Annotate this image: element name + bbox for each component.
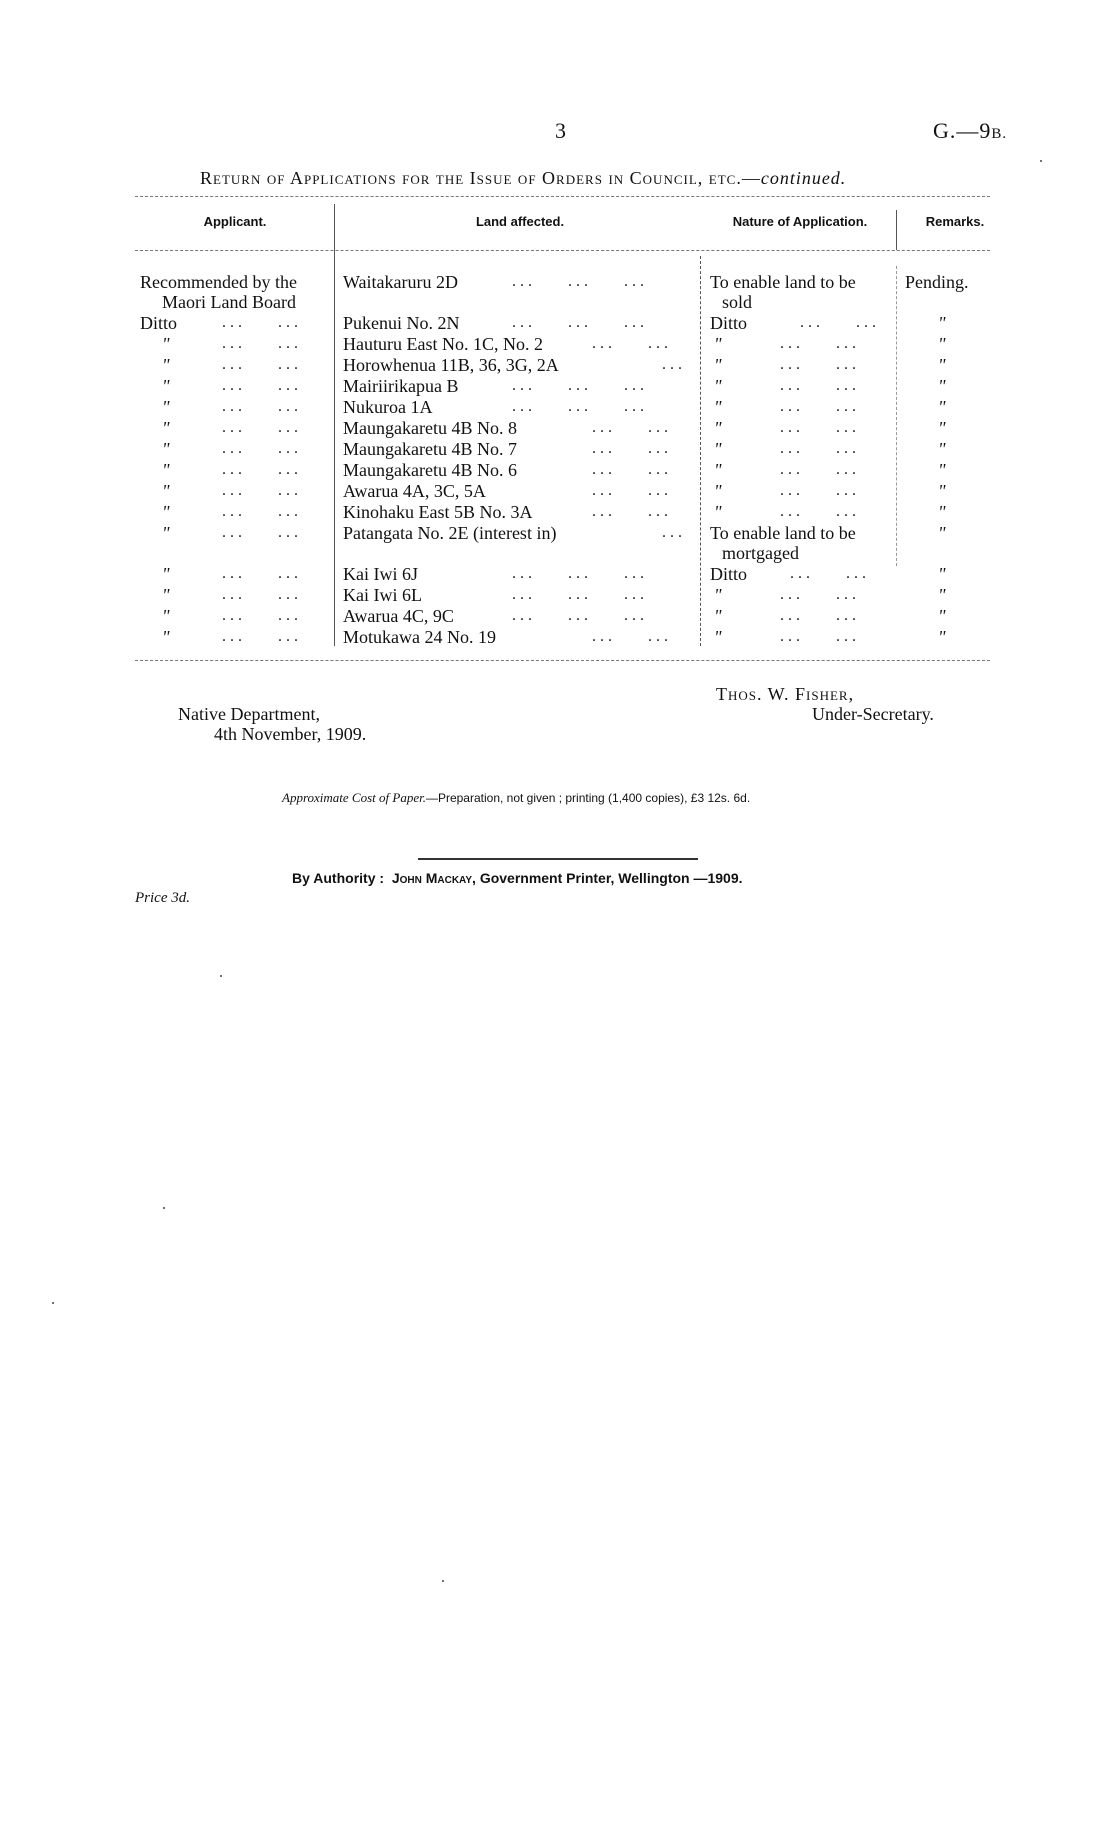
leader-dots: ... ...	[780, 607, 860, 624]
leader-dots: ... ...	[592, 628, 672, 645]
department: Native Department,	[178, 704, 320, 724]
remarks-cell: "	[938, 397, 946, 417]
remarks-cell: "	[938, 564, 946, 584]
title-continued: continued.	[760, 168, 847, 188]
leader-dots: ... ...	[592, 419, 672, 436]
leader-dots: ... ...	[222, 607, 302, 624]
scan-speck	[442, 1580, 444, 1582]
column-divider-3	[896, 210, 897, 250]
authority-prefix: By Authority :	[292, 870, 385, 886]
signatory-name: Thos. W. Fisher,	[716, 684, 855, 704]
leader-dots: ... ...	[222, 440, 302, 457]
leader-dots: ... ...	[790, 565, 870, 582]
leader-dots: ... ...	[592, 440, 672, 457]
leader-dots: ... ...	[780, 503, 860, 520]
leader-dots: ... ... ...	[512, 377, 648, 394]
nature-cell: "	[714, 481, 722, 501]
column-divider-1	[334, 204, 335, 646]
date: 4th November, 1909.	[214, 724, 367, 744]
nature-cell: Ditto	[710, 313, 748, 333]
nature-cell: "	[714, 606, 722, 626]
land-cell: Kai Iwi 6J	[343, 564, 418, 584]
remarks-cell: "	[938, 502, 946, 522]
applicant-cell: "	[162, 355, 170, 375]
applicant-cell: "	[162, 502, 170, 522]
leader-dots: ... ...	[780, 586, 860, 603]
column-header-applicant: Applicant.	[203, 214, 267, 229]
land-cell: Horowhenua 11B, 36, 3G, 2A	[343, 355, 559, 375]
price: Price 3d.	[135, 890, 190, 906]
leader-dots: ... ...	[222, 565, 302, 582]
nature-cell: "	[714, 502, 722, 522]
land-cell: Kai Iwi 6L	[343, 585, 422, 605]
remarks-cell: Pending.	[905, 272, 969, 292]
remarks-cell: "	[938, 439, 946, 459]
applicant-cell: "	[162, 627, 170, 647]
nature-cell: "	[714, 585, 722, 605]
nature-cell: To enable land to be	[710, 523, 856, 543]
table-top-rule	[135, 196, 990, 197]
nature-cell: Ditto	[710, 564, 748, 584]
land-cell: Motukawa 24 No. 19	[343, 627, 496, 647]
applicant-cell: Ditto	[140, 313, 178, 333]
leader-dots: ... ... ...	[512, 586, 648, 603]
leader-dots: ... ...	[780, 440, 860, 457]
leader-dots: ...	[662, 356, 686, 373]
nature-cell-line2: sold	[722, 292, 753, 312]
leader-dots: ... ...	[222, 419, 302, 436]
column-header-remarks: Remarks.	[925, 214, 985, 229]
leader-dots: ... ...	[222, 461, 302, 478]
page-number: 3	[555, 118, 566, 143]
leader-dots: ... ...	[780, 377, 860, 394]
remarks-cell: "	[938, 606, 946, 626]
nature-cell: "	[714, 627, 722, 647]
leader-dots: ... ...	[780, 356, 860, 373]
remarks-cell: "	[938, 313, 946, 333]
scan-speck	[220, 975, 222, 977]
leader-dots: ... ...	[800, 314, 880, 331]
scan-speck	[52, 1302, 54, 1304]
applicant-cell: "	[162, 481, 170, 501]
leader-dots: ... ...	[222, 524, 302, 541]
leader-dots: ... ...	[780, 461, 860, 478]
scan-speck	[163, 1207, 165, 1209]
applicant-cell: "	[162, 334, 170, 354]
remarks-cell: "	[938, 334, 946, 354]
leader-dots: ... ...	[780, 335, 860, 352]
nature-cell: "	[714, 355, 722, 375]
header-bottom-rule	[135, 250, 990, 251]
document-code-suffix: B.	[991, 126, 1008, 142]
land-cell: Pukenui No. 2N	[343, 313, 460, 333]
scan-speck	[1040, 160, 1042, 162]
leader-dots: ... ...	[222, 335, 302, 352]
column-divider-2	[700, 256, 701, 646]
leader-dots: ... ... ...	[512, 607, 648, 624]
applicant-cell: "	[162, 460, 170, 480]
cost-text: —Preparation, not given ; printing (1,400 copies), £3 12s. 6d.	[425, 791, 751, 805]
leader-dots: ... ...	[222, 377, 302, 394]
remarks-cell: "	[938, 355, 946, 375]
leader-dots: ... ...	[592, 503, 672, 520]
land-cell: Hauturu East No. 1C, No. 2	[343, 334, 543, 354]
nature-cell: "	[714, 334, 722, 354]
remarks-cell: "	[938, 418, 946, 438]
leader-dots: ...	[662, 524, 686, 541]
leader-dots: ... ...	[222, 586, 302, 603]
applicant-cell-line2: Maori Land Board	[162, 292, 296, 312]
cost-note	[282, 790, 750, 806]
leader-dots: ... ...	[780, 482, 860, 499]
applicant-cell: "	[162, 439, 170, 459]
land-cell: Mairiirikapua B	[343, 376, 459, 396]
applicant-cell: "	[162, 523, 170, 543]
land-cell: Awarua 4A, 3C, 5A	[343, 481, 486, 501]
land-cell: Maungakaretu 4B No. 7	[343, 439, 517, 459]
leader-dots: ... ... ...	[512, 565, 648, 582]
nature-cell: "	[714, 397, 722, 417]
land-cell: Kinohaku East 5B No. 3A	[343, 502, 533, 522]
leader-dots: ... ...	[780, 628, 860, 645]
remarks-cell: "	[938, 376, 946, 396]
leader-dots: ... ...	[222, 356, 302, 373]
nature-cell: "	[714, 460, 722, 480]
land-cell: Maungakaretu 4B No. 8	[343, 418, 517, 438]
land-cell: Nukuroa 1A	[343, 397, 433, 417]
leader-dots: ... ...	[222, 628, 302, 645]
applicant-cell: "	[162, 606, 170, 626]
land-cell: Awarua 4C, 9C	[343, 606, 454, 626]
applicant-cell: Recommended by the	[140, 272, 297, 292]
column-header-nature: Nature of Application.	[732, 214, 868, 229]
leader-dots: ... ...	[592, 482, 672, 499]
leader-dots: ... ...	[592, 335, 672, 352]
column-header-land: Land affected.	[475, 214, 565, 229]
land-cell: Maungakaretu 4B No. 6	[343, 460, 517, 480]
land-cell: Patangata No. 2E (interest in)	[343, 523, 557, 543]
leader-dots: ... ...	[222, 398, 302, 415]
leader-dots: ... ... ...	[512, 398, 648, 415]
nature-cell: To enable land to be	[710, 272, 856, 292]
leader-dots: ... ... ...	[512, 314, 648, 331]
remarks-cell: "	[938, 523, 946, 543]
applicant-cell: "	[162, 397, 170, 417]
applicant-cell: "	[162, 376, 170, 396]
leader-dots: ... ...	[780, 398, 860, 415]
remarks-cell: "	[938, 627, 946, 647]
cost-label: Approximate Cost of Paper.	[282, 790, 426, 805]
nature-cell: "	[714, 418, 722, 438]
nature-cell: "	[714, 376, 722, 396]
applicant-cell: "	[162, 418, 170, 438]
printer-name: John Mackay,	[391, 870, 476, 886]
column-divider-3b	[896, 266, 897, 566]
applicant-cell: "	[162, 564, 170, 584]
document-code	[933, 118, 1007, 144]
page-title	[200, 168, 960, 189]
title-main: Return of Applications for the Issue of Orders in Council, etc.—	[200, 168, 761, 188]
leader-dots: ... ...	[780, 419, 860, 436]
nature-cell-line2: mortgaged	[722, 543, 799, 563]
remarks-cell: "	[938, 460, 946, 480]
remarks-cell: "	[938, 481, 946, 501]
leader-dots: ... ...	[222, 503, 302, 520]
nature-cell: "	[714, 439, 722, 459]
authority-rule	[418, 858, 698, 860]
land-cell: Waitakaruru 2D	[343, 272, 459, 292]
leader-dots: ... ...	[592, 461, 672, 478]
document-code-main: G.—9	[933, 118, 992, 143]
leader-dots: ... ... ...	[512, 273, 648, 290]
leader-dots: ... ...	[222, 314, 302, 331]
authority-suffix: Government Printer, Wellington —1909.	[479, 870, 743, 886]
remarks-cell: "	[938, 585, 946, 605]
leader-dots: ... ...	[222, 482, 302, 499]
applicant-cell: "	[162, 585, 170, 605]
authority-line	[292, 870, 743, 886]
table-bottom-rule	[135, 660, 990, 661]
signatory-role: Under-Secretary.	[812, 704, 934, 724]
